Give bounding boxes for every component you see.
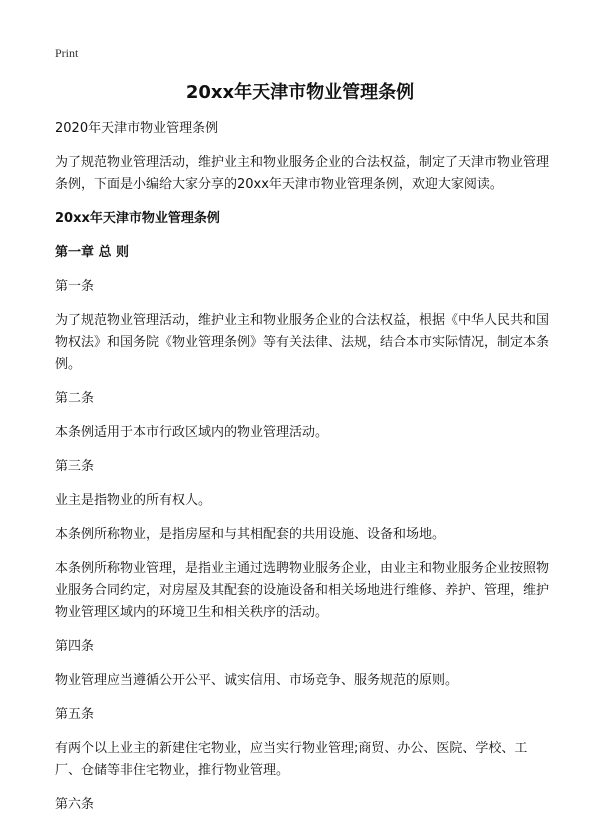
article-3-text-3: 本条例所称物业管理，是指业主通过选聘物业服务企业，由业主和物业服务企业按照物业服务合同约定，对房屋及其配套的设施设备和相关场地进行维修、养护、管理，维护物业管理区域内的环境卫生和相关秩序的活动。 [55, 561, 550, 620]
article-4-text: 物业管理应当遵循公开公平、诚实信用、市场竞争、服务规范的原则。 [55, 673, 459, 688]
article-2-text: 本条例适用于本市行政区域内的物业管理活动。 [55, 425, 329, 440]
article-1-text: 为了规范物业管理活动，维护业主和物业服务企业的合法权益，根据《中华人民共和国物权法》和国务院《物业管理条例》等有关法律、法规，结合本市实际情况，制定本条例。 [55, 313, 550, 372]
document-body [55, 118, 550, 828]
article-5-label: 第五条 [55, 707, 95, 722]
subtitle: 2020年天津市物业管理条例 [55, 121, 219, 136]
article-3-text-1: 业主是指物业的所有权人。 [55, 493, 212, 508]
article-5-text: 有两个以上业主的新建住宅物业，应当实行物业管理;商贸、办公、医院、学校、工厂、仓储等非住宅物业，推行物业管理。 [55, 741, 528, 778]
article-2-label: 第二条 [55, 391, 95, 406]
article-4-label: 第四条 [55, 639, 95, 654]
print-link[interactable]: Print [55, 46, 79, 60]
intro-paragraph: 为了规范物业管理活动，维护业主和物业服务企业的合法权益，制定了天津市物业管理条例，下面是小编给大家分享的20xx年天津市物业管理条例，欢迎大家阅读。 [55, 155, 550, 192]
article-3-label: 第三条 [55, 459, 95, 474]
article-6-label: 第六条 [55, 797, 95, 812]
article-3-text-2: 本条例所称物业，是指房屋和与其相配套的共用设施、设备和场地。 [55, 527, 446, 542]
document-title: 20xx年天津市物业管理条例 [185, 82, 415, 103]
article-1-label: 第一条 [55, 279, 95, 294]
section-title: 20xx年天津市物业管理条例 [55, 211, 220, 226]
chapter-title: 第一章 总 则 [55, 245, 130, 260]
